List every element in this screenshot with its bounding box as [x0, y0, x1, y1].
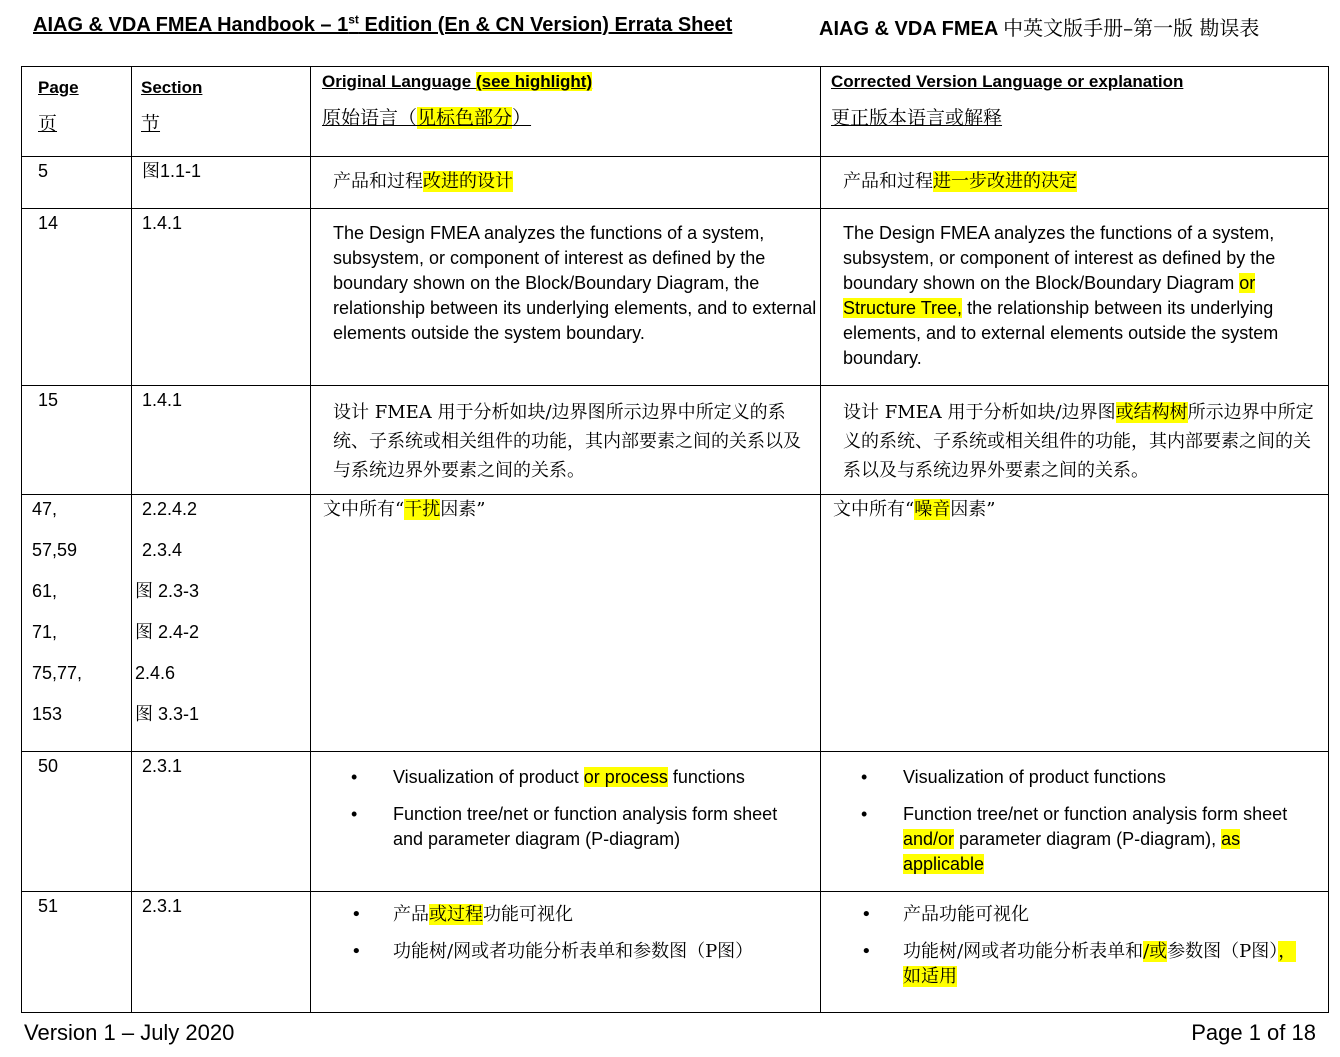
- title-right: AIAG & VDA FMEA 中英文版手册–第一版 勘误表: [819, 16, 1260, 40]
- list-item: • 产品或过程功能可视化: [321, 902, 810, 927]
- list-item: • 功能树/网或者功能分析表单和/或参数图（P图），如适用: [831, 939, 1314, 989]
- row-page: 5: [22, 157, 132, 209]
- row-original: [311, 752, 821, 892]
- document-title: [33, 12, 1303, 40]
- row-page: 14: [22, 209, 132, 386]
- row-original: 产品和过程改进的设计: [311, 157, 821, 209]
- footer-page-number: Page 1 of 18: [1191, 1020, 1316, 1045]
- list-item: • Visualization of product or process functions: [321, 765, 810, 790]
- header-page: Page 页: [22, 67, 132, 157]
- header-section: Section 节: [132, 67, 311, 157]
- row-page: 50: [22, 752, 132, 892]
- row-page: 15: [22, 386, 132, 495]
- table-row: [22, 752, 1329, 892]
- row-corrected: 设计 FMEA 用于分析如块/边界图或结构树所示边界中所定义的系统、子系统或相关组件的功能，其内部要素之间的关系以及与系统边界外要素之间的关系。: [821, 386, 1329, 495]
- row-pages-list: 47, 57,59 61, 71, 75,77, 153: [22, 495, 132, 752]
- row-original: 设计 FMEA 用于分析如块/边界图所示边界中所定义的系统、子系统或相关组件的功能，其内部要素之间的关系以及与系统边界外要素之间的关系。: [311, 386, 821, 495]
- list-item: • 产品功能可视化: [831, 902, 1314, 927]
- row-corrected: 产品和过程进一步改进的决定: [821, 157, 1329, 209]
- list-item: • Function tree/net or function analysis form sheet and/or parameter diagram (P-diagram), as applicable: [831, 802, 1322, 877]
- row-corrected: The Design FMEA analyzes the functions of a system, subsystem, or component of interest as defined by the boundary shown on the Block/Boundary Diagram or Structure Tree, the relationship between its underlying elements, and to external elements outside the system boundary.: [821, 209, 1329, 386]
- row-section: 1.4.1: [132, 209, 311, 386]
- row-corrected: [821, 892, 1329, 1013]
- table-row: [22, 386, 1329, 495]
- row-section: 1.4.1: [132, 386, 311, 495]
- errata-table: [21, 66, 1329, 1013]
- list-item: • Function tree/net or function analysis form sheet and parameter diagram (P-diagram): [321, 802, 810, 852]
- table-row: [22, 495, 1329, 752]
- row-section: 2.3.1: [132, 892, 311, 1013]
- header-original: Original Language (see highlight) 原始语言（见标色部分）: [311, 67, 821, 157]
- header-corrected: Corrected Version Language or explanation 更正版本语言或解释: [821, 67, 1329, 157]
- table-row: [22, 209, 1329, 386]
- list-item: • Visualization of product functions: [831, 765, 1322, 790]
- row-original: 文中所有“干扰因素”: [311, 495, 821, 752]
- row-section: 图1.1-1: [132, 157, 311, 209]
- row-page: 51: [22, 892, 132, 1013]
- table-header-row: [22, 67, 1329, 157]
- title-left: AIAG & VDA FMEA Handbook – 1st Edition (En & CN Version) Errata Sheet: [33, 12, 733, 36]
- row-corrected: [821, 752, 1329, 892]
- row-original: The Design FMEA analyzes the functions of a system, subsystem, or component of interest as defined by the boundary shown on the Block/Boundary Diagram, the relationship between its underlying elements, and to external elements outside the system boundary.: [311, 209, 821, 386]
- row-section: 2.3.1: [132, 752, 311, 892]
- footer-version: Version 1 – July 2020: [24, 1020, 235, 1045]
- row-corrected: 文中所有“噪音因素”: [821, 495, 1329, 752]
- table-row: [22, 157, 1329, 209]
- table-row: [22, 892, 1329, 1013]
- row-sections-list: 2.2.4.2 2.3.4 图 2.3-3 图 2.4-2 2.4.6 图 3.3-1: [132, 495, 311, 752]
- list-item: • 功能树/网或者功能分析表单和参数图（P图）: [321, 939, 810, 964]
- row-original: [311, 892, 821, 1013]
